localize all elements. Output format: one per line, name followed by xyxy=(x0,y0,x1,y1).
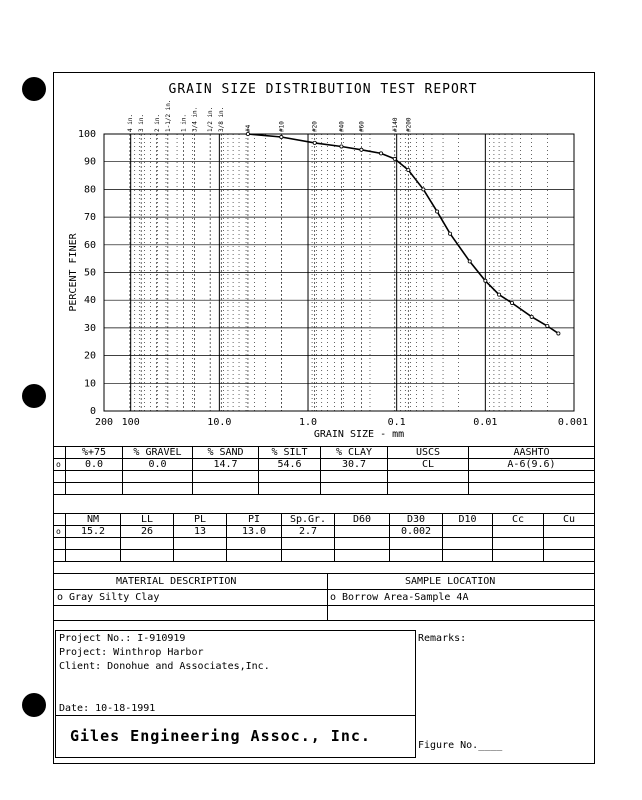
x-axis-label: GRAIN SIZE - mm xyxy=(313,429,405,440)
gradation-header-row xyxy=(54,447,595,459)
header-clay: % CLAY xyxy=(321,447,388,459)
data-point xyxy=(510,301,513,304)
header-nm: NM xyxy=(66,514,121,526)
header-cc: Cc xyxy=(493,514,544,526)
properties-empty-row xyxy=(54,538,595,550)
properties-header-row xyxy=(54,514,595,526)
material-description: o Gray Silty Clay xyxy=(57,592,160,603)
sieve-label: 2 in. xyxy=(153,113,161,132)
data-point xyxy=(246,132,249,135)
sieve-label: #60 xyxy=(358,121,366,132)
value-d30: 0.002 xyxy=(390,526,443,538)
header-ll: LL xyxy=(121,514,174,526)
x-tick-label: 10.0 xyxy=(207,417,232,428)
remarks-label: Remarks: xyxy=(418,633,467,644)
sieve-label: 3 in. xyxy=(138,113,146,132)
data-point xyxy=(422,188,425,191)
data-point xyxy=(546,324,549,327)
sieve-label: 4 in. xyxy=(126,113,134,132)
value-pl: 13 xyxy=(174,526,227,538)
sieve-label: #4 xyxy=(244,124,252,132)
header-aashto: AASHTO xyxy=(469,447,595,459)
sieve-label: 1 in. xyxy=(180,113,188,132)
value-gravel: 0.0 xyxy=(123,459,193,471)
gradation-empty-row xyxy=(54,471,595,483)
data-point xyxy=(313,141,316,144)
x-tick-label: 0.001 xyxy=(557,417,588,428)
sieve-label: 1-1/2 in. xyxy=(164,99,172,132)
header-gravel: % GRAVEL xyxy=(123,447,193,459)
data-point xyxy=(435,210,438,213)
material-description-header: MATERIAL DESCRIPTION xyxy=(116,576,237,587)
value-aashto: A-6(9.6) xyxy=(469,459,595,471)
sieve-label: 3/4 in. xyxy=(191,106,199,132)
x-tick-label: 100 xyxy=(121,417,140,428)
x-tick-label: 1.0 xyxy=(298,417,318,428)
properties-data-row xyxy=(54,526,595,538)
data-point xyxy=(497,293,500,296)
value-plus75: 0.0 xyxy=(66,459,123,471)
divider xyxy=(55,715,415,716)
sieve-label: #140 xyxy=(391,117,399,132)
value-ll: 26 xyxy=(121,526,174,538)
value-cc xyxy=(493,526,544,538)
gradation-table xyxy=(53,446,595,495)
sample-marker: o xyxy=(54,526,66,538)
client-name: Client: Donohue and Associates,Inc. xyxy=(59,661,270,672)
value-clay: 30.7 xyxy=(321,459,388,471)
header-d10: D10 xyxy=(443,514,493,526)
gradation-data-row xyxy=(54,459,595,471)
data-point xyxy=(557,332,560,335)
data-point xyxy=(379,152,382,155)
data-point xyxy=(280,135,283,138)
gradation-empty-row xyxy=(54,483,595,495)
y-tick-label: 60 xyxy=(83,239,96,251)
y-tick-label: 70 xyxy=(83,212,96,224)
y-tick-label: 40 xyxy=(83,295,96,307)
data-point xyxy=(407,168,410,171)
sample-location-header: SAMPLE LOCATION xyxy=(405,576,496,587)
value-d10 xyxy=(443,526,493,538)
sieve-label: #200 xyxy=(405,117,413,132)
data-point xyxy=(360,148,363,151)
sieve-label: 3/8 in. xyxy=(218,106,226,132)
x-tick-label: 0.1 xyxy=(387,417,406,428)
marker-cell xyxy=(54,447,66,459)
figure-number: Figure No.____ xyxy=(418,740,503,751)
report-title: GRAIN SIZE DISTRIBUTION TEST REPORT xyxy=(168,82,478,97)
value-nm: 15.2 xyxy=(66,526,121,538)
y-tick-label: 0 xyxy=(89,406,96,417)
value-silt: 54.6 xyxy=(259,459,321,471)
header-plus75: %+75 xyxy=(66,447,123,459)
data-point xyxy=(484,279,487,282)
data-point xyxy=(340,145,343,148)
properties-table xyxy=(53,513,595,562)
divider xyxy=(53,589,594,590)
company-name: Giles Engineering Assoc., Inc. xyxy=(70,727,371,745)
sieve-label: 1/2 in. xyxy=(207,106,215,132)
data-point xyxy=(448,232,451,235)
divider xyxy=(53,620,594,621)
header-d30: D30 xyxy=(390,514,443,526)
x-tick-label: 200 xyxy=(94,417,114,428)
divider xyxy=(53,573,594,574)
header-uscs: USCS xyxy=(388,447,469,459)
project-number: Project No.: I-910919 xyxy=(59,633,186,644)
sieve-label: #20 xyxy=(311,121,319,132)
binder-hole-bottom xyxy=(22,693,46,717)
header-pi: PI xyxy=(227,514,282,526)
properties-empty-row xyxy=(54,550,595,562)
sample-marker: o xyxy=(54,459,66,471)
data-point xyxy=(393,157,396,160)
value-spgr: 2.7 xyxy=(282,526,335,538)
header-silt: % SILT xyxy=(259,447,321,459)
value-d60 xyxy=(335,526,390,538)
project-name: Project: Winthrop Harbor xyxy=(59,647,204,658)
sample-location: o Borrow Area-Sample 4A xyxy=(330,592,469,603)
data-point xyxy=(530,315,533,318)
value-sand: 14.7 xyxy=(193,459,259,471)
value-cu xyxy=(544,526,595,538)
marker-cell xyxy=(54,514,66,526)
report-date: Date: 10-18-1991 xyxy=(59,703,156,714)
data-point xyxy=(468,260,471,263)
y-tick-label: 20 xyxy=(83,350,96,362)
sieve-label: #40 xyxy=(338,121,346,132)
header-pl: PL xyxy=(174,514,227,526)
value-uscs: CL xyxy=(388,459,469,471)
header-sand: % SAND xyxy=(193,447,259,459)
sieve-label: #10 xyxy=(278,121,286,132)
y-tick-label: 50 xyxy=(83,267,96,279)
y-tick-label: 80 xyxy=(83,184,96,196)
header-cu: Cu xyxy=(544,514,595,526)
y-tick-label: 10 xyxy=(83,378,96,390)
y-tick-label: 90 xyxy=(83,156,96,168)
x-tick-label: 0.01 xyxy=(473,417,498,428)
y-axis-label: PERCENT FINER xyxy=(68,233,79,312)
header-spgr: Sp.Gr. xyxy=(282,514,335,526)
divider xyxy=(53,605,594,606)
header-d60: D60 xyxy=(335,514,390,526)
value-pi: 13.0 xyxy=(227,526,282,538)
y-tick-label: 30 xyxy=(83,322,96,334)
divider xyxy=(327,573,328,620)
y-tick-label: 100 xyxy=(77,129,96,140)
